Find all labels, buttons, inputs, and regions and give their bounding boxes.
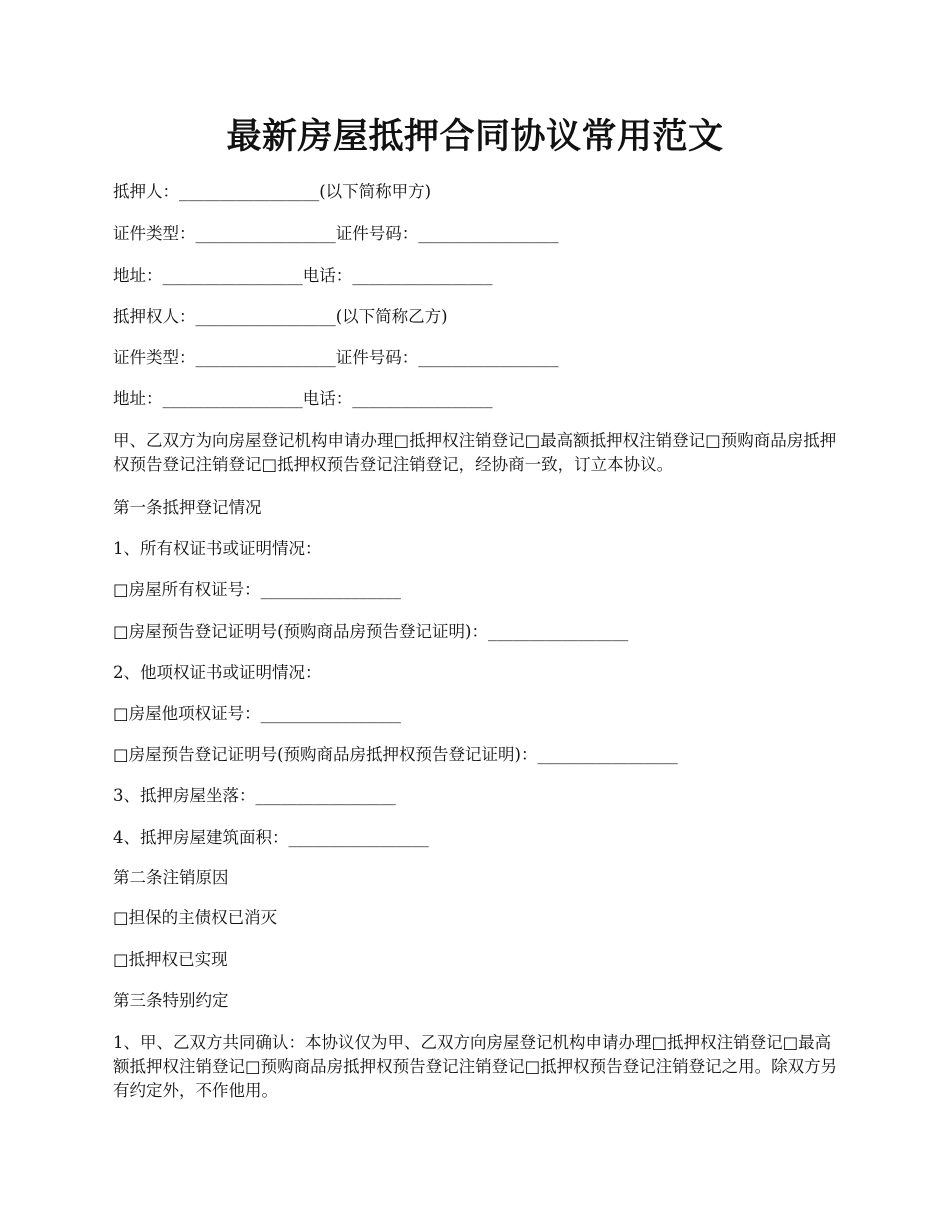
clause-1-1: 1、所有权证书或证明情况： xyxy=(113,539,322,558)
reason-mortgage-realized: □抵押权已实现 xyxy=(113,950,228,969)
mortgagee-line: 抵押权人：_________________(以下简称乙方) xyxy=(113,307,448,326)
mortgagor-address-line: 地址：_________________电话：_________________ xyxy=(113,266,493,285)
article-2-heading: 第二条注销原因 xyxy=(113,868,229,887)
document-title: 最新房屋抵押合同协议常用范文 xyxy=(226,116,724,157)
clause-other-right-cert: □房屋他项权证号：_________________ xyxy=(113,704,401,723)
special-agreement-paragraph: 1、甲、乙双方共同确认：本协议仅为甲、乙双方向房屋登记机构申请办理□抵押权注销登记□最高额抵押权注销登记□预购商品房抵押权预告登记注销登记□抵押权预告登记注销登记之用。除双方另有约定外，不作他用。 xyxy=(113,1033,838,1100)
clause-1-3: 3、抵押房屋坐落：_________________ xyxy=(113,786,396,805)
clause-1-4: 4、抵押房屋建筑面积：_________________ xyxy=(113,828,429,847)
article-1-heading: 第一条抵押登记情况 xyxy=(113,498,262,517)
clause-presale-cert: □房屋预告登记证明号(预购商品房预告登记证明)：_________________ xyxy=(113,622,629,641)
reason-debt-extinguished: □担保的主债权已消灭 xyxy=(113,908,278,927)
mortgagor-id-line: 证件类型：_________________证件号码：_________________ xyxy=(113,224,559,243)
article-3-heading: 第三条特别约定 xyxy=(113,991,229,1010)
mortgagee-address-line: 地址：_________________电话：_________________ xyxy=(113,389,493,408)
clause-ownership-cert: □房屋所有权证号：_________________ xyxy=(113,580,401,599)
mortgagor-line: 抵押人：_________________(以下简称甲方) xyxy=(113,182,432,201)
clause-1-2: 2、他项权证书或证明情况： xyxy=(113,663,322,682)
clause-presale-mortgage-cert: □房屋预告登记证明号(预购商品房抵押权预告登记证明)：_________________ xyxy=(113,745,678,764)
intro-paragraph: 甲、乙双方为向房屋登记机构申请办理□抵押权注销登记□最高额抵押权注销登记□预购商品房抵押权预告登记注销登记□抵押权预告登记注销登记，经协商一致，订立本协议。 xyxy=(113,431,837,474)
mortgagee-id-line: 证件类型：_________________证件号码：_________________ xyxy=(113,348,559,367)
